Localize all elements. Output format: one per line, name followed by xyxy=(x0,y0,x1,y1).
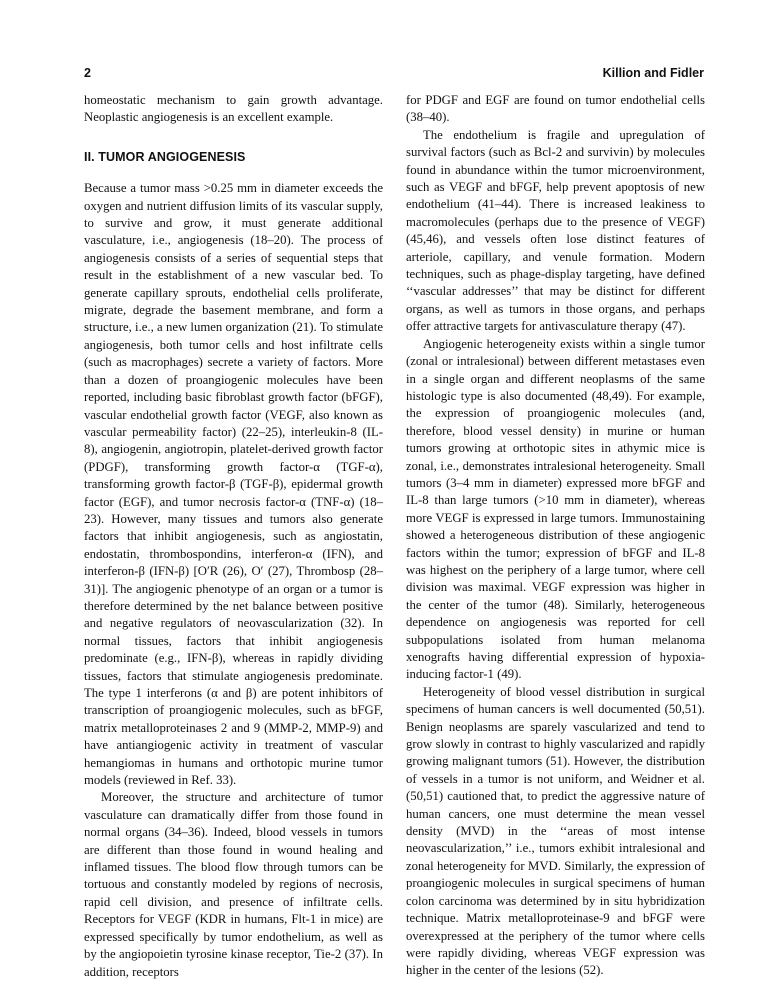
section-heading: II. TUMOR ANGIOGENESIS xyxy=(84,149,246,164)
left-column xyxy=(84,92,383,981)
page-number: 2 xyxy=(84,66,91,80)
body-paragraph: Heterogeneity of blood vessel distribution in surgical specimens of human cancers is well documented (50,51). Benign neoplasms are sparely vascularized and tend to grow slowly in contrast to highly vascularized and rapidly growing malignant tumors (51). However, the distribution of vessels in a tumor is not uniform, and Weidner et al. (50,51) cautioned that, to predict the aggressive nature of human cancers, one must determine the mean vessel density (MVD) in the ‘‘areas of most intense neovascularization,’’ i.e., tumors exhibit intralesional and zonal heterogeneity for MVD. Similarly, the expression of proangiogenic molecules in surgical specimens of human colon carcinoma was determined by in situ hybridization technique. Matrix metalloproteinase-9 and bFGF were overexpressed at the periphery of the tumor where cells were rapidly dividing, whereas VEGF expression was higher in the center of the lesions (52). xyxy=(406,684,705,978)
body-paragraph: Angiogenic heterogeneity exists within a single tumor (zonal or intralesional) between different metastases even in a single organ and different neoplasms of the same histologic type is also documented (48,49). For example, the expression of proangiogenic molecules (and, therefore, blood vessel density) in murine or human tumors growing at orthotopic sites in athymic mice is zonal, i.e., demonstrates intralesional heterogeneity. Small tumors (3–4 mm in diameter) expressed more bFGF and IL-8 than large tumors (>10 mm in diameter), whereas more VEGF is expressed in large tumors. Immunostaining showed a heterogeneous distribution of these angiogenic factors within the tumor; expression of bFGF and IL-8 was highest on the periphery of a large tumor, where cell division was maximal. VEGF expression was higher in the center of the tumor (48). Similarly, heterogeneous dependence on angiogenesis was reported for cell subpopulations isolated from human melanoma xenografts having differential expression of hypoxia-inducing factor-1 (49). xyxy=(406,336,705,682)
body-paragraph: The endothelium is fragile and upregulation of survival factors (such as Bcl-2 and survivin) by molecules found in abundance within the tumor microenvironment, such as VEGF and bFGF, help prevent apoptosis of new endothelium (41–44). There is increased leakiness to macromolecules (perhaps due to the presence of VEGF) (45,46), and vessels often lose distinct features of arteriole, capillary, and venule formation. Modern techniques, such as phage-display targeting, have defined ‘‘vascular addresses’’ that may be distinct for different organs, as well as tumors in those organs, and perhaps offer attractive targets for antivasculature therapy (47). xyxy=(406,127,705,334)
right-column xyxy=(406,92,705,980)
body-paragraph: Moreover, the structure and architecture of tumor vasculature can dramatically differ from those found in normal organs (34–36). Indeed, blood vessels in tumors are different than those found in wound healing and inflamed tissues. The blood flow through tumors can be tortuous and constantly modeled by regions of necrosis, rapid cell division, and presence of infiltrate cells. Receptors for VEGF (KDR in humans, Flt-1 in mice) are expressed specifically by tumor endothelium, as well as by the angiopoietin tyrosine kinase receptor, Tie-2 (37). In addition, receptors xyxy=(84,790,383,979)
continued-paragraph: for PDGF and EGF are found on tumor endothelial cells (38–40). xyxy=(406,93,705,125)
continued-paragraph: homeostatic mechanism to gain growth advantage. Neoplastic angiogenesis is an excellent example. xyxy=(84,93,383,125)
body-paragraph: Because a tumor mass >0.25 mm in diameter exceeds the oxygen and nutrient diffusion limits of its vascular supply, to survive and grow, it must generate additional vasculature, i.e., angiogenesis (18–20). The process of angiogenesis consists of a series of sequential steps that result in the establishment of a new vascular bed. To generate capillary sprouts, endothelial cells proliferate, migrate, degrade the basement membrane, and form a structure, i.e., a new lumen organization (21). To stimulate angiogenesis, both tumor cells and host infiltrate cells (such as macrophages) secrete a variety of factors. More than a dozen of proangiogenic molecules have been reported, including basic fibroblast growth factor (bFGF), vascular endothelial growth factor (VEGF, also known as vascular permeability factor) (22–25), interleukin-8 (IL-8), angiogenin, angiotropin, platelet-derived growth factor (PDGF), transforming growth factor-α (TGF-α), transforming growth factor-β (TGF-β), epidermal growth factor (EGF), and tumor necrosis factor-α (TNF-α) (18–23). However, many tissues and tumors also generate factors that inhibit angiogenesis, such as angiostatin, endostatin, thrombospondins, interferon-α (IFN), and interferon-β (IFN-β) [O′R (26), O′ (27), Thrombosp (28–31)]. The angiogenic phenotype of an organ or a tumor is therefore determined by the net balance between positive and negative regulators of neovascularization (32). In normal tissues, factors that inhibit angiogenesis predominate (e.g., IFN-β), whereas in rapidly dividing tissues, factors that stimulate angiogenesis predominate. The type 1 interferons (α and β) are potent inhibitors of transcription of proangiogenic molecules, such as bFGF, matrix metalloproteinases 2 and 9 (MMP-2, MMP-9) and have antiangiogenic activity in treatment of vascular hemangiomas in humans and orthotopic murine tumor models (reviewed in Ref. 33). xyxy=(84,181,383,788)
page-header xyxy=(84,66,704,82)
running-head: Killion and Fidler xyxy=(602,66,704,80)
